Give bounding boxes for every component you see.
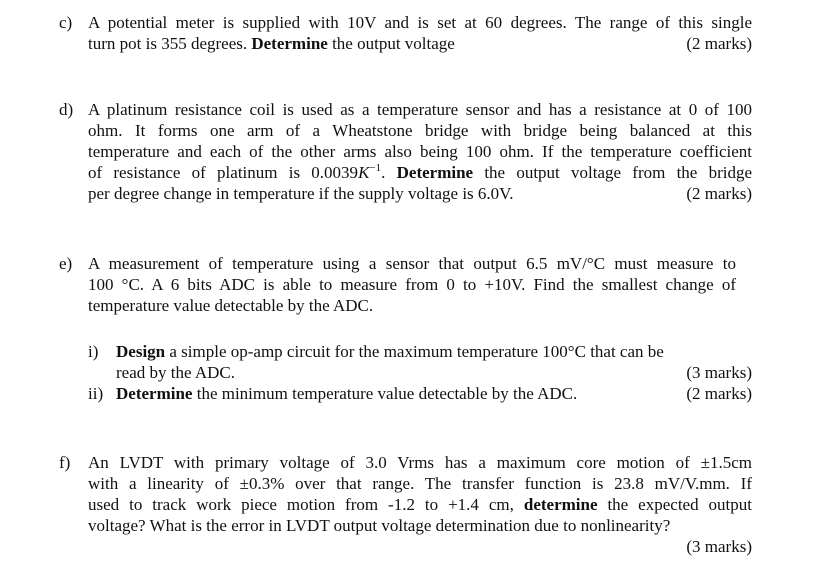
question-e-sub-i-line-2-text: read by the ADC.	[116, 363, 235, 382]
question-f-line-3	[88, 494, 752, 515]
question-f-line-3-end: the expected output	[597, 495, 752, 514]
question-e-sub-ii-line-1	[116, 383, 752, 404]
question-e-line-2: 100 °C. A 6 bits ADC is able to measure from 0 to +10V. Find the smallest change of	[88, 275, 736, 294]
question-d-line-1: A platinum resistance coil is used as a temperature sensor and has a resistance at 0 of 100	[88, 100, 752, 119]
question-d-line-4	[88, 162, 752, 183]
question-d-body	[88, 99, 752, 204]
question-c-line-2	[88, 33, 752, 54]
question-e-sub-ii-marks: (2 marks)	[686, 384, 752, 403]
question-f-line-2: with a linearity of ±0.3% over that range. The transfer function is 23.8 mV/V.mm. If	[88, 474, 752, 493]
question-f-line-3-text: used to track work piece motion from -1.2 to +1.4 cm,	[88, 495, 524, 514]
question-e-sub-ii-label: ii)	[88, 384, 104, 403]
question-e-sub-i-label: i)	[88, 342, 99, 361]
question-e-sub-i-keyword: Design	[116, 342, 166, 361]
question-c-keyword: Determine	[251, 34, 328, 53]
question-f-keyword: determine	[523, 495, 598, 514]
question-e-sub-i-text: a simple op-amp circuit for the maximum temperature 100°C that can be	[165, 342, 664, 361]
question-d-coefficient-text: of resistance of platinum is 0.0039	[88, 163, 359, 182]
question-e-body	[88, 253, 736, 316]
question-c-label: c)	[59, 13, 73, 32]
question-f-marks: (3 marks)	[686, 537, 752, 556]
question-d-label: d)	[59, 100, 74, 119]
question-d-line-5	[88, 183, 752, 204]
question-d-exponent: −1	[369, 162, 382, 174]
question-e-line-3: temperature value detectable by the ADC.	[88, 296, 374, 315]
question-d-marks: (2 marks)	[686, 184, 752, 203]
question-c-text: turn pot is 355 degrees.	[88, 34, 252, 53]
question-e-sub-i-marks: (3 marks)	[686, 363, 752, 382]
question-e-sub-ii-text: the minimum temperature value detectable by the ADC.	[192, 384, 578, 403]
question-d-keyword: Determine	[396, 163, 474, 182]
question-e-label: e)	[59, 254, 73, 273]
question-f-marks-line	[88, 536, 752, 557]
question-c-body	[88, 12, 752, 54]
question-e-sub-i-line-1	[116, 341, 752, 362]
question-d-line-4-end: the output voltage from the bridge	[473, 163, 753, 182]
question-c-marks: (2 marks)	[686, 34, 752, 53]
question-d-line-3: temperature and each of the other arms also being 100 ohm. If the temperature coefficient	[88, 142, 752, 161]
question-f-line-4: voltage? What is the error in LVDT output voltage determination due to nonlinearity?	[88, 516, 671, 535]
question-d-line-5-text: per degree change in temperature if the supply voltage is 6.0V.	[88, 184, 514, 203]
question-e-sub-ii-keyword: Determine	[116, 384, 193, 403]
question-c-text-end: the output voltage	[327, 34, 455, 53]
question-e-sub-i-line-2	[116, 362, 752, 383]
question-c-line-1: A potential meter is supplied with 10V and is set at 60 degrees. The range of this single	[88, 13, 752, 32]
question-e-line-1: A measurement of temperature using a sensor that output 6.5 mV/°C must measure to	[88, 254, 736, 273]
question-f-line-1: An LVDT with primary voltage of 3.0 Vrms has a maximum core motion of ±1.5cm	[88, 453, 752, 472]
question-f-body	[88, 452, 752, 557]
question-e-sub-i-body	[116, 341, 752, 383]
question-e-sub-ii-body	[116, 383, 752, 404]
question-d-kelvin: K	[358, 163, 370, 182]
question-d-line-2: ohm. It forms one arm of a Wheatstone bridge with bridge being balanced at this	[88, 121, 752, 140]
question-d-period: .	[381, 163, 397, 182]
question-f-label: f)	[59, 453, 71, 472]
